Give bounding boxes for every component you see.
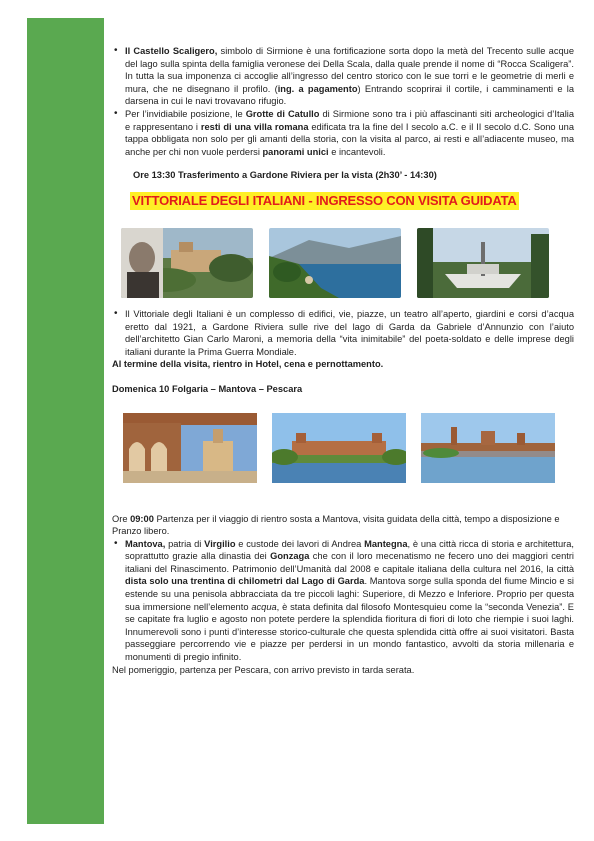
castello-text-1: simbolo di Sirmione è una fortificazione sorta dopo la metà del Trecento sulle acque del lago sulla spinta della famiglia veronese dei Della Scala, dalla quale prende il nome di “Rocca Scaligera”. In tutta la sua imponenza ci accoglie all’ingresso del centro storico con le sue torri e le geometrie di merli e mura, che ne disegnano il profilo. ( — [125, 46, 575, 94]
grotte-text-1: Per l’invidiabile posizione, le — [125, 108, 246, 119]
document-body — [112, 45, 574, 676]
vittoriale-headline: VITTORIALE DEGLI ITALIANI - INGRESSO CON VISITA GUIDATA — [132, 192, 517, 208]
grotte-panorami: panorami unici — [262, 146, 329, 157]
photo-dannunzio-villa — [121, 228, 253, 298]
mantova-acqua: acqua — [251, 601, 277, 612]
castello-ticket-note: ing. a pagamento — [277, 83, 358, 94]
departure-paragraph — [112, 513, 574, 538]
castello-name: Il Castello Scaligero, — [125, 46, 218, 56]
mantova-paragraph — [112, 538, 574, 664]
grotte-paragraph — [112, 108, 574, 158]
grotte-name: Grotte di Catullo — [245, 108, 320, 119]
mantova-name: Mantova, — [125, 538, 166, 549]
final-line: Nel pomeriggio, partenza per Pescara, con arrivo previsto in tarda serata. — [112, 664, 415, 675]
mantova-dista: dista solo una trentina di chilometri dal Lago di Garda — [125, 576, 365, 587]
mantova-photo-row — [123, 413, 574, 483]
photo-vittoriale-ship — [417, 228, 549, 298]
mantova-gonzaga: Gonzaga — [270, 551, 310, 562]
evening-line: Al termine della visita, rientro in Hotel, cena e pernottamento. — [112, 359, 384, 370]
grotte-text-4: e incantevoli. — [328, 146, 386, 157]
vittoriale-photo-row — [121, 228, 574, 298]
departure-text: Partenza per il viaggio di rientro sosta a Mantova, visita guidata della città, tempo a disposizione e Pranzo libero. — [112, 513, 560, 537]
day-title: Domenica 10 Folgaria – Mantova – Pescara — [112, 383, 303, 394]
photo-mantova-lake — [421, 413, 555, 483]
mantova-text-6: , è stata definita dal filosofo Montesquieu come la “seconda Venezia”. E se capitate fra luglio e agosto non potete perdere la splendida fioritura di fiori di loto che riempie i suoi laghi. Innumerevoli sono i punti d’interesse storico-culturale che questa splendida città offre ai suoi visitatori. Basta passeggiare percorrendo vie e piazze per perdersi in un mondo fantastico, avvolti da storia millenaria e monumenti di pregio infinito. — [125, 601, 574, 663]
grotte-text-3: edificata tra la fine del I secolo a.C. e il II secolo d.C. Sono una tappa obbligata non solo per gli amanti della storia, con la visita al parco, ai resti e all’adiacente museo, ma anche per chi non vuole perdersi — [125, 121, 574, 157]
departure-prefix: Ore — [112, 513, 131, 524]
departure-time: 09:00 — [130, 513, 154, 524]
mantova-text-5: . Mantova sorge sulla sponda del fiume Mincio e si estende su una penisola abbracciata da tre piccoli laghi: Superiore, di Mezzo e Inferiore. Proprio per questa sua immersione nell’elemento — [125, 576, 574, 612]
green-sidebar-band — [27, 18, 104, 824]
photo-lake-garda — [269, 228, 401, 298]
mantova-text-2: e custode dei lavori di Andrea — [235, 538, 365, 549]
grotte-text-2: di Sirmione sono tra i più affascinanti siti archeologici d’Italia e rappresentano i — [125, 108, 574, 132]
mantova-text-4: che con il loro mecenatismo ne fecero uno dei maggiori centri italiani del Rinascimento. Patrimonio dell’Umanità dal 2008 e capitale italiana della cultura nel 2016, la città — [125, 551, 575, 574]
photo-mantova-castle — [272, 413, 406, 483]
mantova-text-3: , è una città ricca di storia e architettura, soprattutto grazie alla dinastia dei — [125, 538, 574, 562]
castello-text-2: ) Entrando scoprirai il cortile, i camminamenti e la darsena in cui le navi trovavano rifugio. — [125, 83, 574, 107]
vittoriale-paragraph: • Il Vittoriale degli Italiani è un complesso di edifici, vie, piazze, un teatro all’aperto, giardini e corsi d’acqua eretto dal 1921, a Gardone Riviera sulle rive del lago di Garda da Gabriele d’Annunzio con l’aiuto dell’architetto Gian Carlo Maroni, a memoria della “vita inimitabile” del poeta-soldato e delle imprese degli italiani durante la Prima Guerra Mondiale. — [112, 308, 574, 358]
castello-paragraph — [112, 45, 574, 108]
mantova-text-1: patria di — [165, 538, 205, 549]
mantova-mantegna: Mantegna — [364, 538, 408, 549]
transfer-line: Ore 13:30 Trasferimento a Gardone Riviera per la vista (2h30’ - 14:30) — [133, 170, 437, 181]
photo-mantova-arcade — [123, 413, 257, 483]
grotte-resti: resti di una villa romana — [200, 121, 309, 132]
mantova-virgilio: Virgilio — [204, 538, 236, 549]
